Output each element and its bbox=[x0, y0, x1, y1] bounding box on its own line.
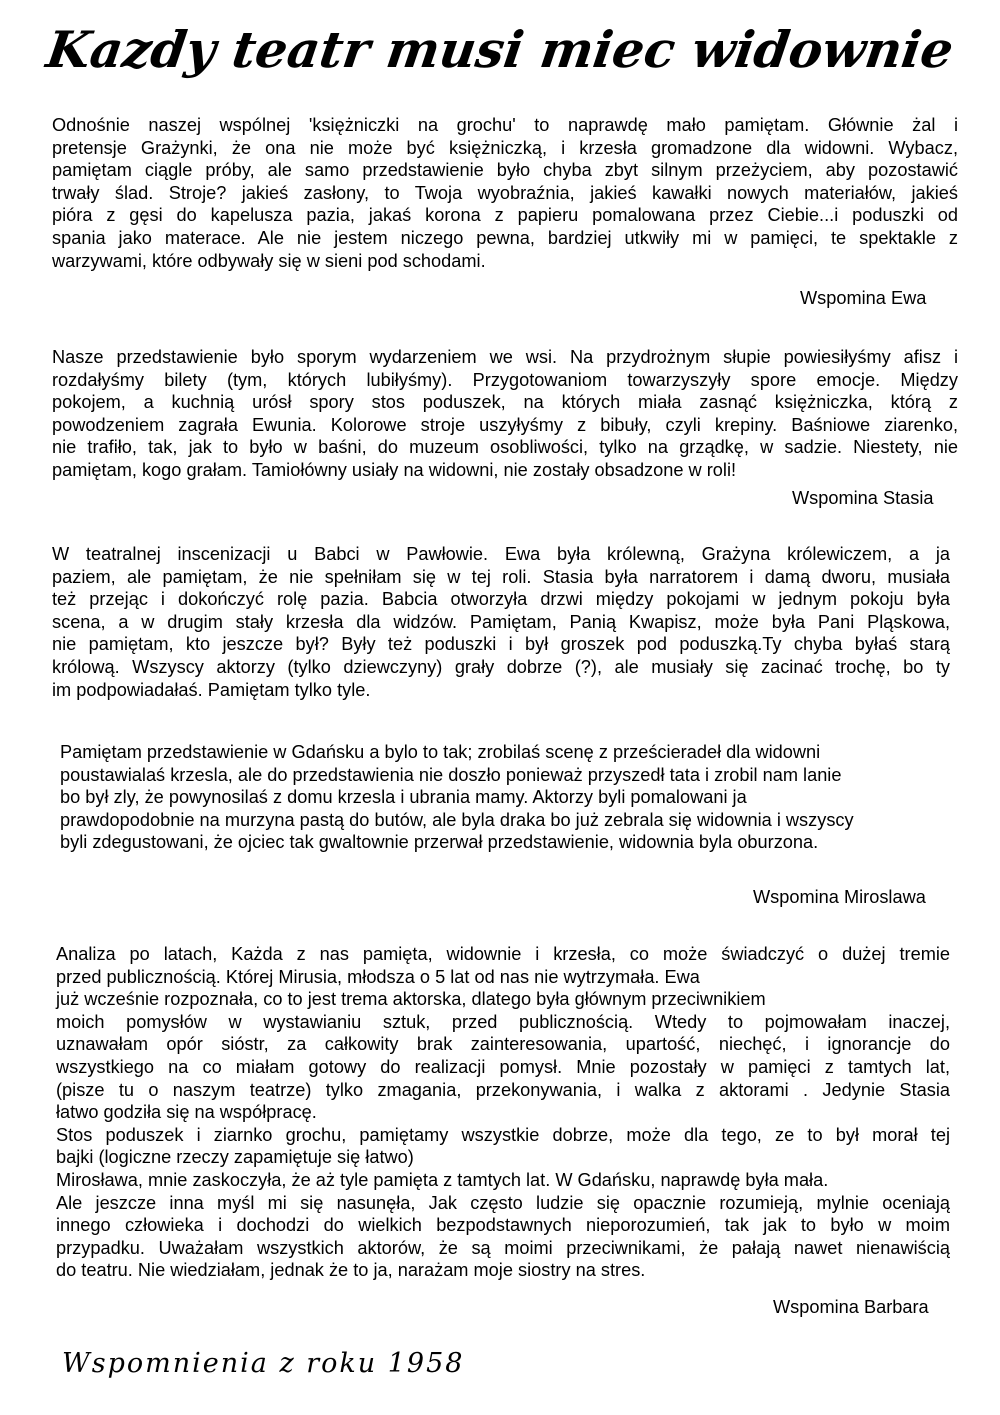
text-line: Pamiętam przedstawienie w Gdańsku a bylo to tak; zrobilaś scenę z prześcieradeł dla widowni bbox=[60, 742, 821, 762]
text-line: bajki (logiczne rzeczy zapamiętuje się łatwo) bbox=[56, 1147, 414, 1168]
text-line: przypadku. Uważałam wszystkich aktorów, że są moimi przeciwnikami, że pałają nawet nienawiścią bbox=[56, 1237, 950, 1258]
text-line: też przejąc i dokończyć rolę pazia. Babcia otworzyła drzwi między pokojami w jednym pokoju była bbox=[52, 589, 950, 610]
memory-paragraph-third bbox=[52, 543, 950, 701]
text-line: bo był zly, że powynosilaś z domu krzesla i ubrania mamy. Aktorzy byli pomalowani ja bbox=[60, 787, 747, 808]
text-line: (pisze tu o naszym teatrze) tylko zmagania, przekonywania, i walka z aktorami . Jedynie Stasia bbox=[56, 1079, 950, 1100]
text-line: Odnośnie naszej wspólnej 'księżniczki na grochu' to naprawdę mało pamiętam. Głównie żal i bbox=[52, 115, 958, 135]
text-line: wszystkiego na co miałam gotowy do realizacji pomysł. Mnie pozostały w pamięci z tamtych lat, bbox=[56, 1056, 950, 1077]
footer-caption: Wspomnienia z roku 1958 bbox=[62, 1348, 465, 1379]
memory-paragraph-ewa bbox=[52, 114, 958, 272]
text-line: nie pamiętam, kto jeszcze był? Były też poduszki i był groszek pod poduszką.Ty chyba byłaś starą bbox=[52, 634, 950, 655]
text-line: pióra z gęsi do kapelusza pazia, jakaś korona z papieru pomalowana przez Ciebie...i poduszki od bbox=[52, 205, 958, 226]
text-line: poustawialaś krzesla, ale do przedstawienia nie doszło ponieważ przyszedł tata i zrobil nam lanie bbox=[60, 764, 842, 785]
text-line: powodzeniem zagrała Ewunia. Kolorowe stroje uszyłyśmy z bibuły, czyli krepiny. Baśniowe ziarenko, bbox=[52, 414, 958, 435]
text-line: do teatru. Nie wiedziałam, jednak że to ja, narażam moje siostry na stres. bbox=[56, 1260, 646, 1281]
memory-paragraph-stasia bbox=[52, 346, 958, 482]
text-line: łatwo godziła się na współpracę. bbox=[56, 1102, 317, 1123]
text-line: innego człowieka i dochodzi do wielkich bezpodstawnych nieporozumień, tak jak to było w moim bbox=[56, 1215, 950, 1236]
signature-miroslawa: Wspomina Miroslawa bbox=[753, 887, 926, 907]
text-line: królową. Wszyscy aktorzy (tylko dziewczyny) grały dobrze (?), ale musiały się zacinać trochę, bo ty bbox=[52, 656, 950, 677]
text-line: Analiza po latach, Każda z nas pamięta, widownie i krzesła, co może świadczyć o dużej tremie bbox=[56, 944, 950, 964]
page-title: Kazdy teatr musi miec widownie bbox=[42, 20, 958, 79]
memory-paragraph-miroslawa bbox=[60, 741, 940, 854]
text-line: byli zdegustowani, że ojciec tak gwaltownie przerwał przedstawienie, widownia byla oburzona. bbox=[60, 832, 819, 853]
text-line: pretensje Grażynki, że ona nie może być księżniczką, i krzesła gromadzone dla widowni. Wybacz, bbox=[52, 137, 958, 158]
text-line: uznawałam opór sióstr, za całkowity brak zainteresowania, upartość, niechęć, i ignorancje do bbox=[56, 1034, 950, 1055]
text-line: rozdałyśmy bilety (tym, których lubiłyśmy). Przygotowaniom towarzyszyły spore emocje. Między bbox=[52, 369, 958, 390]
text-line: Stos poduszek i ziarnko grochu, pamiętamy wszystkie dobrze, może dla tego, ze to był morał tej bbox=[56, 1124, 950, 1145]
text-line: Mirosława, mnie zaskoczyła, że aż tyle pamięta z tamtych lat. W Gdańsku, naprawdę była mała. bbox=[56, 1169, 829, 1190]
text-line: im podpowiadałaś. Pamiętam tylko tyle. bbox=[52, 679, 371, 700]
text-line: prawdopodobnie na murzyna pastą do butów, ale byla draka bo już zebrala się widownia i wszyscy bbox=[60, 809, 854, 830]
text-line: spania jako materace. Ale nie jestem niczego pewna, bardziej utkwiły mi w pamięci, te spektakle z bbox=[52, 227, 958, 248]
text-line: W teatralnej inscenizacji u Babci w Pawłowie. Ewa była królewną, Grażyna królewiczem, a ja bbox=[52, 544, 950, 564]
text-line: już wcześnie rozpoznała, co to jest trema aktorska, dlatego była głównym przeciwnikiem bbox=[56, 989, 766, 1010]
memory-paragraph-barbara bbox=[56, 943, 950, 1282]
text-line: nie trafiło, tak, jak to było w baśni, do muzeum osobliwości, tylko na grządkę, w sadzie. Niestety, nie bbox=[52, 437, 958, 458]
text-line: pamiętam, kogo grałam. Tamiołówny usiały na widowni, nie zostały obsadzone w roli! bbox=[52, 459, 737, 480]
text-line: Nasze przedstawienie było sporym wydarzeniem we wsi. Na przydrożnym słupie powiesiłyśmy afisz i bbox=[52, 347, 958, 367]
text-line: pamiętam ciągle próby, ale samo przedstawienie było chyba zbyt silnym przeżyciem, aby pozostawić bbox=[52, 160, 958, 181]
text-line: warzywami, które odbywały się w sieni pod schodami. bbox=[52, 250, 486, 271]
signature-barbara: Wspomina Barbara bbox=[773, 1297, 929, 1317]
text-line: pokojem, a kuchnią urósł spory stos poduszek, na których miała zasnąć księżniczka, którą z bbox=[52, 392, 958, 413]
text-line: przed publicznością. Której Mirusia, młodsza o 5 lat od nas nie wytrzymała. Ewa bbox=[56, 966, 700, 987]
text-line: Ale jeszcze inna myśl mi się nasunęła, Jak często ludzie się opacznie rozumieją, mylnie oceniają bbox=[56, 1192, 950, 1213]
text-line: trwały ślad. Stroje? jakieś zasłony, to Twoja wyobraźnia, jakieś kawałki nowych materiałów, jakieś bbox=[52, 182, 958, 203]
text-line: scena, a w drugim stały krzesła dla widzów. Pamiętam, Panią Kwapisz, może była Pani Pląskowa, bbox=[52, 611, 950, 632]
text-line: moich pomysłów w wystawianiu sztuk, przed publicznością. Wtedy to pojmowałam inaczej, bbox=[56, 1011, 950, 1032]
text-line: paziem, ale pamiętam, że nie spełniłam się w tej roli. Stasia była narratorem i damą dworu, musiała bbox=[52, 566, 950, 587]
signature-ewa: Wspomina Ewa bbox=[800, 288, 927, 308]
signature-stasia: Wspomina Stasia bbox=[792, 488, 934, 508]
